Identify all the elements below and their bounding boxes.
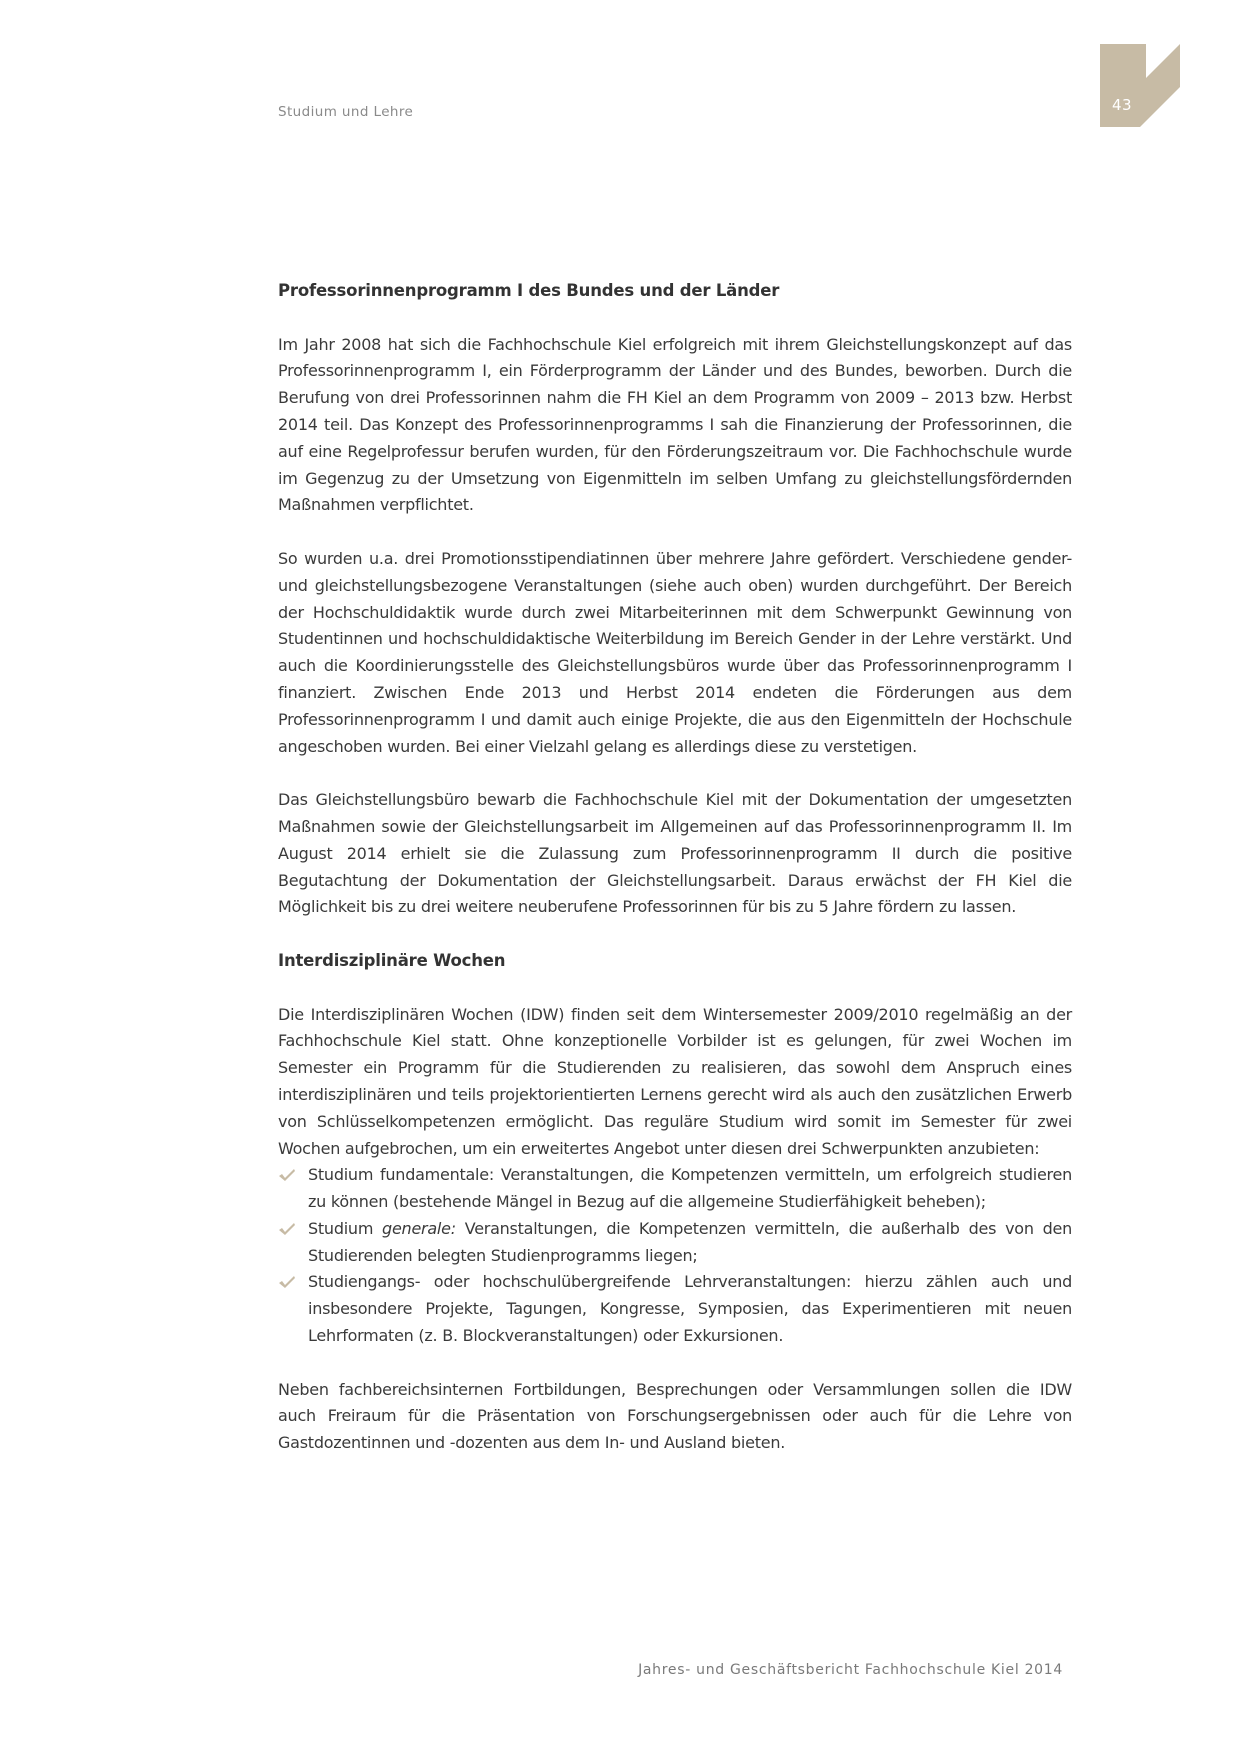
list-item: Studiengangs- oder hochschulübergreifende Lehrveranstaltungen: hierzu zählen auch und insbesondere Projekte, Tagungen, Kongresse, Symposien, das Experimentieren mit neuen Lehrformaten (z. B. Blockveranstaltungen) oder Exkursionen.	[278, 1269, 1072, 1349]
paragraph: Das Gleichstellungsbüro bewarb die Fachhochschule Kiel mit der Dokumentation der umgesetzten Maßnahmen sowie der Gleichstellungsarbeit im Allgemeinen auf das Professorinnenprogramm II. Im August 2014 erhielt sie die Zulassung zum Professorinnenprogramm II durch die positive Begutachtung der Dokumentation der Gleichstellungsarbeit. Daraus erwächst der FH Kiel die Möglichkeit bis zu drei weitere neuberufene Professorinnen für bis zu 5 Jahre fördern zu lassen.	[278, 790, 1072, 917]
running-head: Studium und Lehre	[278, 104, 414, 120]
paragraph: Im Jahr 2008 hat sich die Fachhochschule Kiel erfolgreich mit ihrem Gleichstellungskonzept auf das Professorinnenprogramm I, ein Förderprogramm der Länder und des Bundes, beworben. Durch die Berufung von drei Professorinnen nahm die FH Kiel an dem Programm von 2009 – 2013 bzw. Herbst 2014 teil. Das Konzept des Professorinnenprogramms I sah die Finanzierung der Professorinnen, die auf eine Regelprofessur berufen wurden, für den Förderungszeitraum vor. Die Fachhochschule wurde im Gegenzug zu der Umsetzung von Eigenmitteln im selben Umfang zu gleichstellungsfördernden Maßnahmen verpflichtet.	[278, 334, 1072, 515]
page-number-tab	[1100, 44, 1180, 127]
footer-publication-title: Jahres- und Geschäftsbericht Fachhochschule Kiel 2014	[638, 1662, 1063, 1678]
paragraph: Neben fachbereichsinternen Fortbildungen, Besprechungen oder Versammlungen sollen die IDW auch Freiraum für die Präsentation von Forschungsergebnissen oder auch für die Lehre von Gastdozentinnen und -dozenten aus dem In- und Ausland bieten.	[278, 1379, 1072, 1453]
section-heading-professorinnenprogramm: Professorinnenprogramm I des Bundes und der Länder	[278, 281, 780, 300]
checkmark-icon	[278, 1275, 296, 1289]
checkmark-icon	[278, 1168, 296, 1182]
section-heading-interdisziplinaere-wochen: Interdisziplinäre Wochen	[278, 950, 506, 970]
page-number: 43	[1111, 96, 1133, 114]
paragraph: Die Interdisziplinären Wochen (IDW) finden seit dem Wintersemester 2009/2010 regelmäßig an der Fachhochschule Kiel statt. Ohne konzeptionelle Vorbilder ist es gelungen, für zwei Wochen im Semester ein Programm für die Studierenden zu realisieren, das sowohl dem Anspruch eines interdisziplinären und teils projektorientierten Lernens gerecht wird als auch den zusätzlichen Erwerb von Schlüsselkompetenzen ermöglicht. Das reguläre Studium wird somit im Semester für zwei Wochen aufgebrochen, um ein erweitertes Angebot unter diesen drei Schwerpunkten anzubieten:	[278, 1004, 1072, 1158]
checkmark-icon	[278, 1222, 296, 1236]
paragraph: So wurden u.a. drei Promotionsstipendiatinnen über mehrere Jahre gefördert. Verschiedene gender- und gleichstellungsbezogene Veranstaltungen (siehe auch oben) wurden durchgeführt. Der Bereich der Hochschuldidaktik wurde durch zwei Mitarbeiterinnen mit dem Schwerpunkt Gewinnung von Studentinnen und hochschuldidaktische Weiterbildung im Bereich Gender in der Lehre verstärkt. Und auch die Koordinierungsstelle des Gleichstellungsbüros wurde über das Professorinnenprogramm I finanziert. Zwischen Ende 2013 und Herbst 2014 endeten die Förderungen aus dem Professorinnenprogramm I und damit auch einige Projekte, die aus den Eigenmitteln der Hochschule angeschoben wurden. Bei einer Vielzahl gelang es allerdings diese zu verstetigen.	[278, 548, 1072, 756]
main-content	[278, 278, 1072, 1457]
list-item: Studium generale: Veranstaltungen, die Kompetenzen vermitteln, die außerhalb des von den Studierenden belegten Studienprogramms liegen;	[278, 1216, 1072, 1270]
bullet-list	[278, 1162, 1072, 1350]
list-item: Studium fundamentale: Veranstaltungen, die Kompetenzen vermitteln, um erfolgreich studieren zu können (bestehende Mängel in Bezug auf die allgemeine Studierfähigkeit beheben);	[278, 1162, 1072, 1216]
